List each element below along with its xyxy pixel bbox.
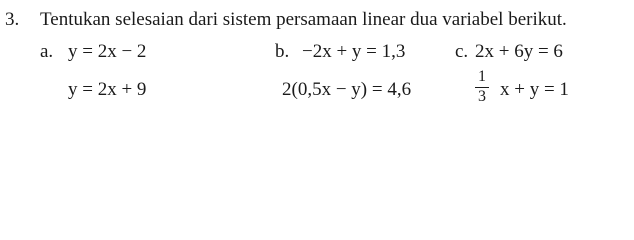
item-a-label: a. (40, 41, 54, 62)
question-text: Tentukan selesaian dari sistem persamaan linear dua variabel berikut. (40, 9, 567, 30)
item-a-equation-1: y = 2x − 2 (68, 41, 147, 62)
item-b-equation-1: −2x + y = 1,3 (302, 41, 406, 62)
question-number: 3. (5, 9, 20, 30)
item-c-equation-2: x + y = 1 (500, 79, 569, 100)
item-b-equation-2: 2(0,5x − y) = 4,6 (282, 79, 412, 100)
item-c-equation-1: 2x + 6y = 6 (475, 41, 563, 62)
item-b-label: b. (275, 41, 290, 62)
item-c-label: c. (455, 41, 469, 62)
fraction-numerator: 1 (478, 68, 486, 85)
item-a-equation-2: y = 2x + 9 (68, 79, 147, 100)
fraction-denominator: 3 (478, 88, 486, 105)
item-c-fraction (475, 69, 489, 105)
